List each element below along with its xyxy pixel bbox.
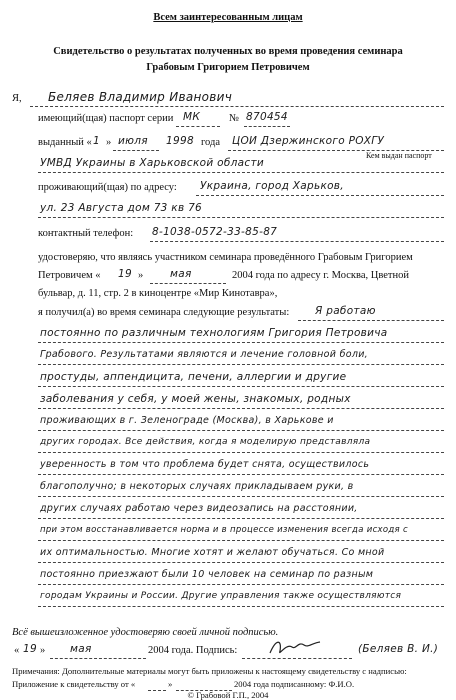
result-rule-4 xyxy=(38,408,444,409)
result-line: Грабового. Результатами являются и лечение головной боли, xyxy=(40,349,369,360)
result-line: постоянно приезжают были 10 человек на семинар по разным xyxy=(40,569,374,580)
issued-day-value: 1 xyxy=(93,135,100,147)
document-subtitle: Грабовым Григорием Петровичем xyxy=(146,62,310,73)
petrovich-label: Петровичем « xyxy=(38,270,101,281)
passport-number-label: № xyxy=(229,113,240,124)
result-line: их оптимальностью. Многие хотят и желают обучаться. Со мной xyxy=(40,547,385,558)
passport-number-value: 870454 xyxy=(246,111,288,123)
address-value-1: Украина, город Харьков, xyxy=(200,180,344,192)
date-close-quote: » xyxy=(40,645,46,656)
attachment-close-quote: » xyxy=(168,679,173,689)
name-value: Беляев Владимир Иванович xyxy=(48,90,233,104)
result-line: других городах. Все действия, когда я моделирую представляла xyxy=(40,437,371,447)
issued-month-line xyxy=(113,150,159,151)
result-line: проживающих в г. Зеленограде (Москва), в Харькове и xyxy=(40,415,334,426)
issued-by-line-2 xyxy=(38,172,444,173)
signature-mark xyxy=(268,637,322,659)
phone-value: 8-1038-0572-33-85-87 xyxy=(152,226,278,238)
issued-year-value: 1998 xyxy=(166,135,194,147)
result-line: уверенность в том что проблема будет снята, осуществилось xyxy=(40,459,370,470)
result-rule-13 xyxy=(38,606,444,607)
issued-by-value-1: ЦОИ Дзержинского РОХГУ xyxy=(232,135,385,147)
seminar-month-value: мая xyxy=(170,268,192,280)
date-month-line xyxy=(50,658,146,659)
result-line: постоянно по различным технологиям Григория Петровича xyxy=(40,327,388,339)
result-line: городам Украины и России. Другие управления также осуществляются xyxy=(40,591,402,601)
certify-text: удостоверяю, что являясь участником семинара проведённого Грабовым Григорием xyxy=(38,252,413,263)
ya-label: Я, xyxy=(12,93,22,104)
result-rule-0 xyxy=(298,320,444,321)
result-rule-3 xyxy=(38,386,444,387)
signer-name-value: (Беляев В. И.) xyxy=(358,643,439,655)
document-title: Свидетельство о результатах полученных во время проведения семинара xyxy=(53,46,403,57)
address-line-1 xyxy=(196,195,444,196)
result-rule-1 xyxy=(38,342,444,343)
name-line xyxy=(30,106,444,107)
phone-line xyxy=(150,241,444,242)
attachment-label: Приложение к свидетельству от « xyxy=(12,679,136,689)
venue-text: бульвар, д. 11, стр. 2 в киноцентре «Мир Кинотавра», xyxy=(38,288,278,299)
passport-series-value: МК xyxy=(183,111,201,123)
address-line-2 xyxy=(38,217,444,218)
result-rule-5 xyxy=(38,430,444,431)
phone-label: контактный телефон: xyxy=(38,228,134,239)
footer-notes: Примечания: Дополнительные материалы могут быть приложены к настоящему свидетельству с надписью: xyxy=(12,666,407,676)
result-rule-12 xyxy=(38,584,444,585)
result-rule-8 xyxy=(38,496,444,497)
issued-quote-close: » xyxy=(106,137,112,148)
result-rule-7 xyxy=(38,474,444,475)
attachment-suffix: 2004 года подписанному: Ф.И.О. xyxy=(234,679,355,689)
date-year-text: 2004 года. Подпись: xyxy=(148,645,238,656)
result-rule-2 xyxy=(38,364,444,365)
date-open-quote: « xyxy=(14,645,20,656)
result-line: других случаях работаю через видеозапись на расстоянии, xyxy=(40,503,358,514)
issued-label: выданный « xyxy=(38,137,92,148)
result-rule-10 xyxy=(38,540,444,541)
results-label: я получил(а) во время семинара следующие результаты: xyxy=(38,307,290,318)
result-line: при этом восстанавливается норма и в процессе изменения всегда исходя с xyxy=(40,525,408,535)
passport-label: имеющий(щая) паспорт серии xyxy=(38,113,174,124)
passport-number-line xyxy=(244,126,290,127)
passport-series-line xyxy=(176,126,220,127)
copyright: © Грабовой Г.П., 2004 xyxy=(187,690,269,700)
seminar-year-text: 2004 года по адресу г. Москва, Цветной xyxy=(232,270,409,281)
year-label: года xyxy=(201,137,220,148)
result-line: заболевания у себя, у моей жены, знакомых, родных xyxy=(40,393,351,405)
issued-by-caption: Кем выдан паспорт xyxy=(366,151,432,160)
seminar-month-line xyxy=(150,283,226,284)
issued-month-value: июля xyxy=(118,135,148,147)
address-value-2: ул. 23 Августа дом 73 кв 76 xyxy=(40,202,203,214)
issued-by-value-2: УМВД Украины в Харьковской области xyxy=(40,157,264,169)
date-month-value: мая xyxy=(70,643,92,655)
result-rule-6 xyxy=(38,452,444,453)
date-day-value: 19 xyxy=(23,643,37,655)
result-line: благополучно; в некоторых случаях прикладываем руки, в xyxy=(40,481,354,492)
residence-label: проживающий(щая) по адресу: xyxy=(38,182,177,193)
addressee-heading: Всем заинтересованным лицам xyxy=(153,12,303,23)
result-rule-11 xyxy=(38,562,444,563)
result-rule-9 xyxy=(38,518,444,519)
result-line: простуды, аппендицита, печени, аллергии и другие xyxy=(40,371,347,383)
result-line: Я работаю xyxy=(315,305,376,317)
seminar-quote-close: » xyxy=(138,270,144,281)
seminar-day-value: 19 xyxy=(118,268,132,280)
confirm-text: Всё вышеизложенное удостоверяю своей личной подписью. xyxy=(12,627,279,638)
